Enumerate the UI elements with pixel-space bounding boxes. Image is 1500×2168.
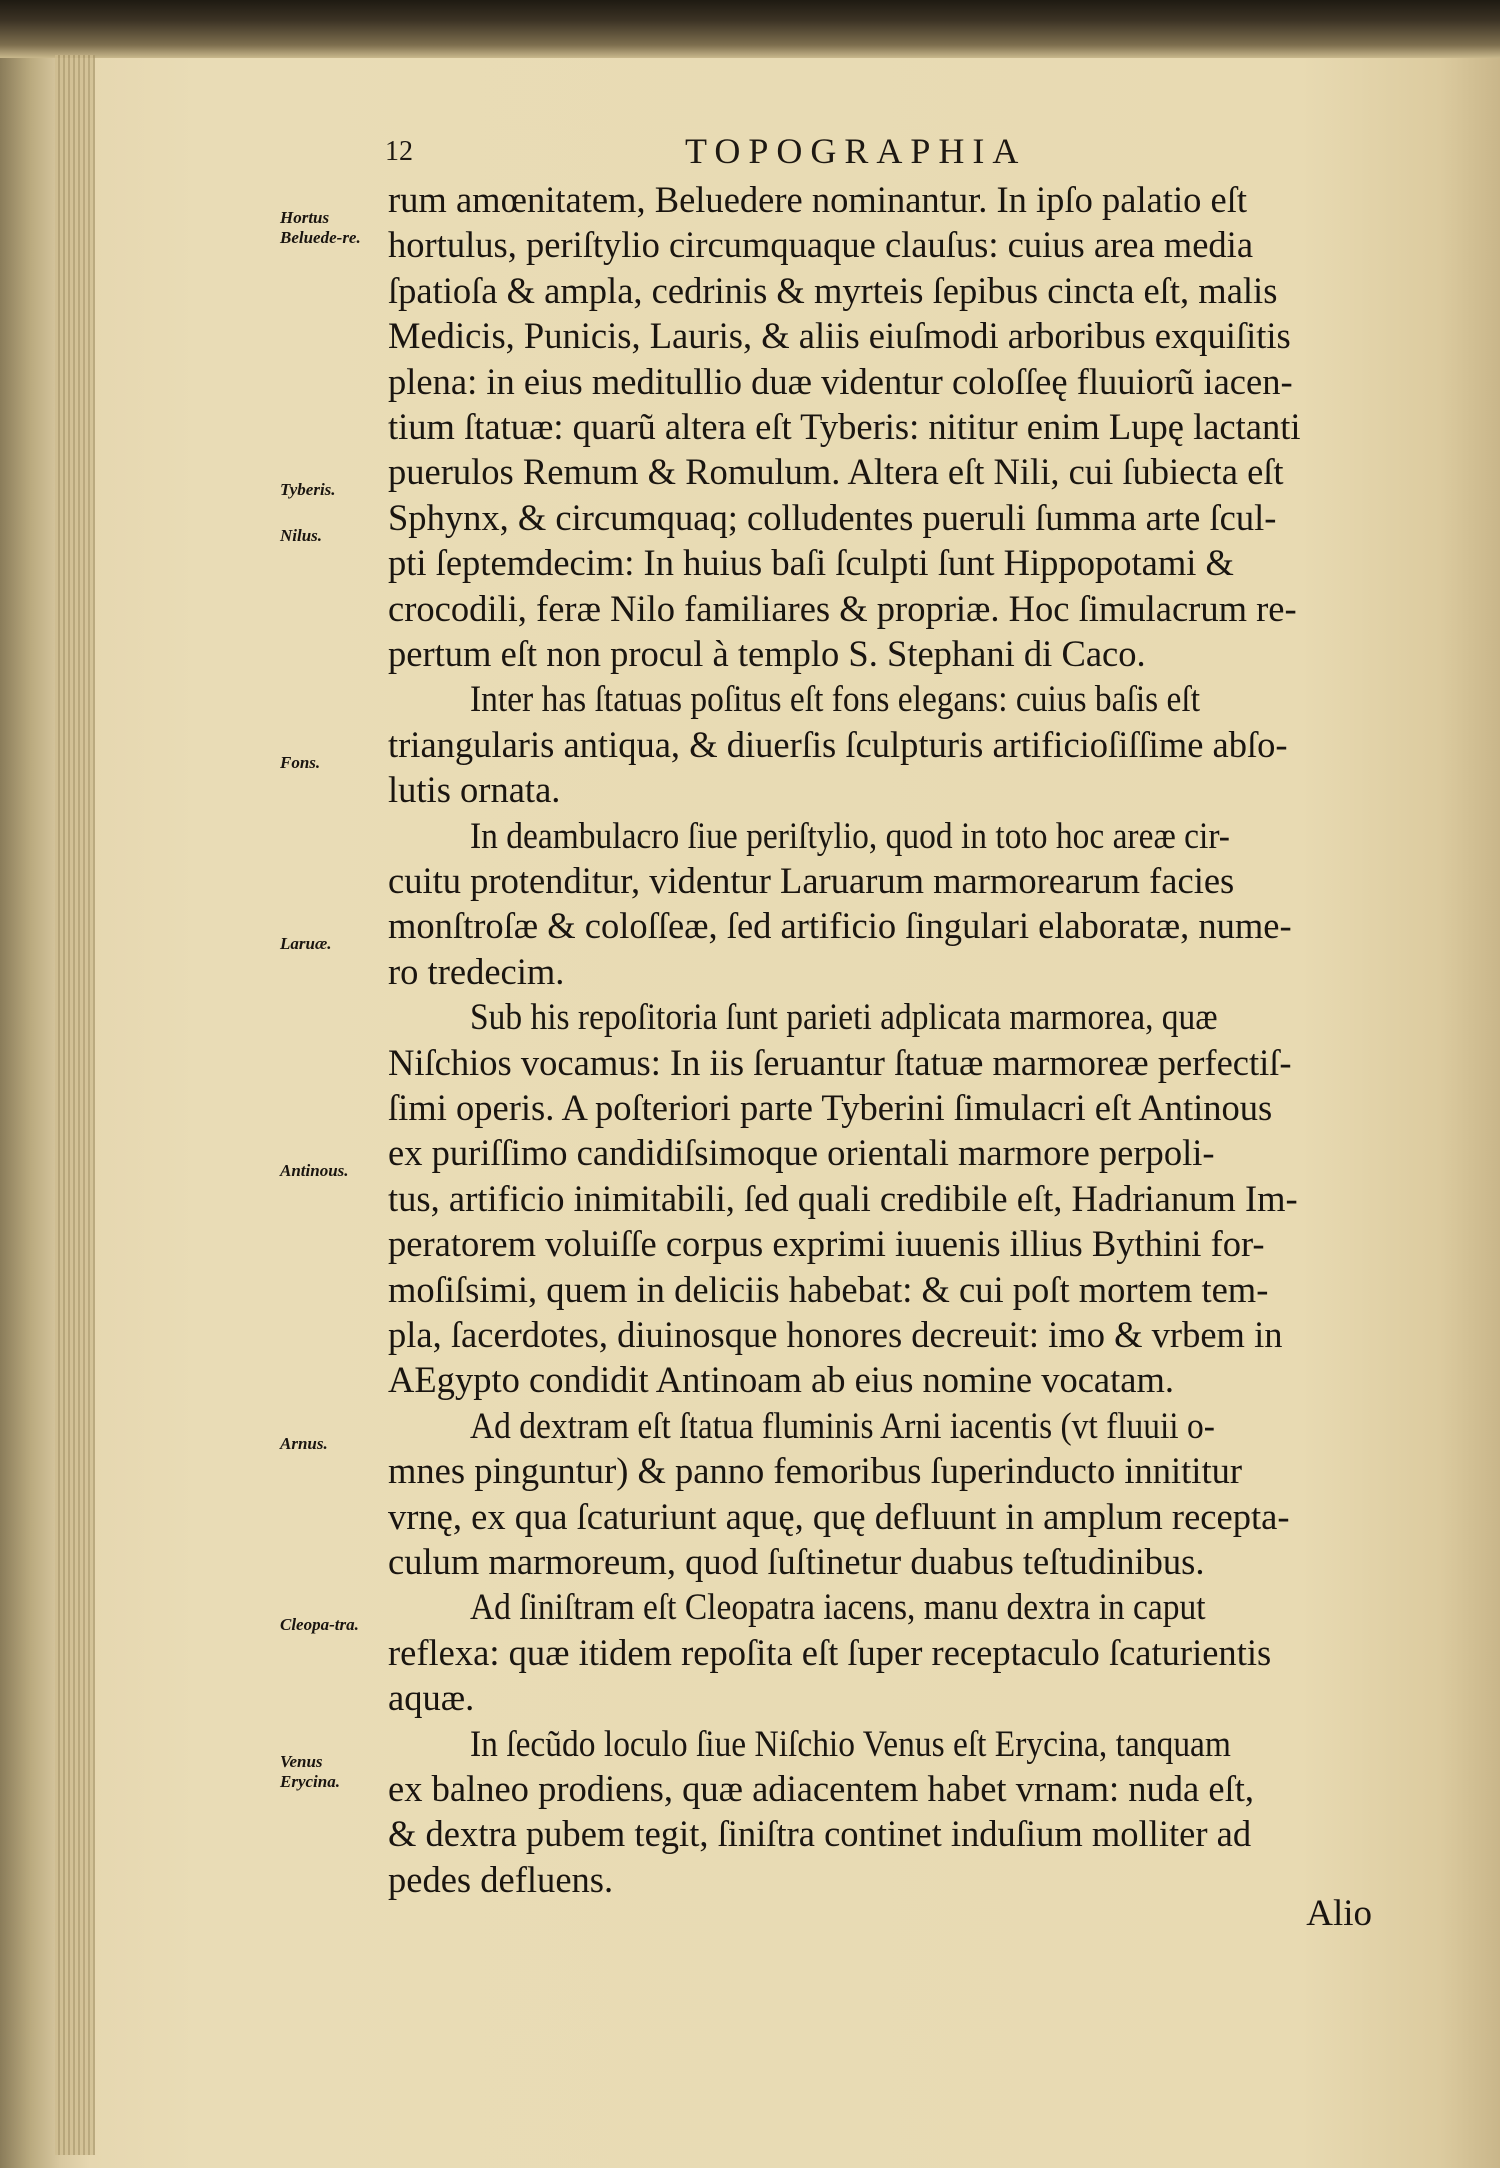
text-line: reflexa: quæ itidem repoſita eſt ſuper receptaculo ſcaturientis bbox=[388, 1632, 1272, 1674]
text-line: Ad dextram eſt ſtatua fluminis Arni iacentis (vt fluuii o- bbox=[470, 1405, 1215, 1447]
margin-note: Laruæ. bbox=[280, 934, 332, 954]
running-head bbox=[385, 130, 1405, 180]
text-line: hortulus, periſtylio circumquaque clauſus: cuius area media bbox=[388, 225, 1254, 267]
text-line: ex balneo prodiens, quæ adiacentem habet vrnam: nuda eſt, bbox=[388, 1769, 1255, 1810]
text-line: pedes defluens. bbox=[388, 1859, 614, 1901]
text-line: rum amœnitatem, Beluedere nominantur. In ipſo palatio eſt bbox=[388, 180, 1247, 221]
text-line: ſimi operis. A poſteriori parte Tyberini ſimulacri eſt Antinous bbox=[388, 1088, 1273, 1129]
text-line: aquæ. bbox=[388, 1678, 475, 1720]
text-line: pertum eſt non procul à templo S. Stephani di Caco. bbox=[388, 634, 1146, 675]
text-line: triangularis antiqua, & diuerſis ſculpturis artificioſiſſime abſo- bbox=[388, 724, 1288, 766]
text-line: Inter has ſtatuas poſitus eſt fons elegans: cuius baſis eſt bbox=[470, 679, 1201, 721]
text-line: mnes pinguntur) & panno femoribus ſuperinducto innititur bbox=[388, 1451, 1243, 1493]
text-line: Sphynx, & circumquaq; colludentes pueruli ſumma arte ſcul- bbox=[388, 497, 1277, 539]
margin-note: Tyberis. bbox=[280, 480, 336, 500]
text-line: & dextra pubem tegit, ſiniſtra continet induſium molliter ad bbox=[388, 1814, 1252, 1856]
text-line: Ad ſiniſtram eſt Cleopatra iacens, manu dextra in caput bbox=[470, 1587, 1206, 1629]
text-line: crocodili, feræ Nilo familiares & propriæ. Hoc ſimulacrum re- bbox=[388, 588, 1297, 630]
text-line: cuitu protenditur, videntur Laruarum marmorearum facies bbox=[388, 861, 1235, 902]
margin-note: Antinous. bbox=[280, 1161, 349, 1181]
text-line: puerulos Remum & Romulum. Altera eſt Nili, cui ſubiecta eſt bbox=[388, 452, 1284, 494]
text-line: AEgypto condidit Antinoam ab eius nomine vocatam. bbox=[388, 1360, 1175, 1402]
text-line: moſiſsimi, quem in deliciis habebat: & cui poſt mortem tem- bbox=[388, 1269, 1269, 1311]
text-line: lutis ornata. bbox=[388, 770, 561, 812]
text-line: tium ſtatuæ: quarũ altera eſt Tyberis: nititur enim Lupę lactanti bbox=[388, 407, 1301, 448]
margin-note: Arnus. bbox=[280, 1433, 328, 1453]
margin-note: Venus Erycina. bbox=[280, 1751, 340, 1791]
text-line: pti ſeptemdecim: In huius baſi ſculpti ſunt Hippopotami & bbox=[388, 543, 1234, 585]
text-line: tus, artificio inimitabili, ſed quali credibile eſt, Hadrianum Im- bbox=[388, 1178, 1298, 1220]
text-line: In deambulacro ſiue periſtylio, quod in toto hoc areæ cir- bbox=[470, 815, 1230, 857]
text-line: ex puriſſimo candidiſsimoque orientali marmore perpoli- bbox=[388, 1133, 1215, 1175]
margin-note: Hortus Beluede-re. bbox=[280, 208, 361, 247]
text-line: Niſchios vocamus: In iis ſeruantur ſtatuæ marmoreæ perfectiſ- bbox=[388, 1042, 1292, 1084]
page-number: 12 bbox=[385, 136, 413, 167]
margin-note: Fons. bbox=[280, 752, 321, 772]
margin-note: Cleopa-tra. bbox=[280, 1615, 359, 1635]
text-line: peratorem voluiſſe corpus exprimi iuuenis illius Bythini for- bbox=[388, 1224, 1265, 1266]
text-line: In ſecũdo loculo ſiue Niſchio Venus eſt Erycina, tanquam bbox=[470, 1723, 1231, 1765]
text-line: ſpatioſa & ampla, cedrinis & myrteis ſepibus cincta eſt, malis bbox=[388, 270, 1278, 312]
text-line: monſtroſæ & coloſſeæ, ſed artificio ſingulari elaboratæ, nume- bbox=[388, 906, 1292, 948]
margin-note: Nilus. bbox=[280, 525, 323, 545]
text-line: vrnę, ex qua ſcaturiunt aquę, quę defluunt in amplum recepta- bbox=[388, 1496, 1290, 1538]
text-line: pla, ſacerdotes, diuinosque honores decreuit: imo & vrbem in bbox=[388, 1315, 1283, 1356]
text-line: ro tredecim. bbox=[388, 951, 565, 993]
running-title: TOPOGRAPHIA bbox=[685, 131, 1027, 171]
catchword: Alio bbox=[1306, 1893, 1372, 1934]
text-line: culum marmoreum, quod ſuſtinetur duabus teſtudinibus. bbox=[388, 1542, 1205, 1583]
text-line: Medicis, Punicis, Lauris, & aliis eiuſmodi arboribus exquiſitis bbox=[388, 316, 1291, 358]
text-line: Sub his repoſitoria ſunt parieti adplicata marmorea, quæ bbox=[470, 997, 1218, 1039]
text-line: plena: in eius meditullio duæ videntur coloſſeę fluuiorũ iacen- bbox=[388, 361, 1293, 403]
